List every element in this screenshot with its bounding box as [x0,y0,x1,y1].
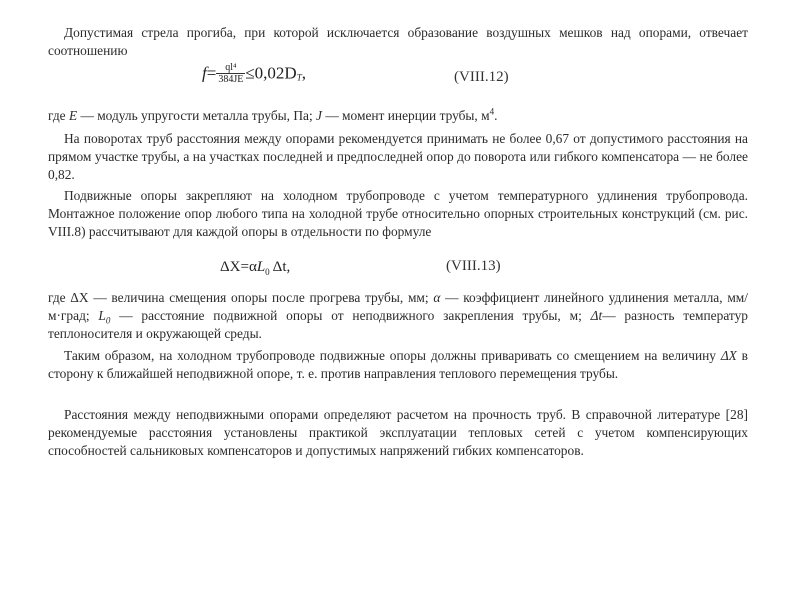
formula-viii-13: $\Delta X=\alpha L_0$ Δt, [220,259,291,277]
paragraph-where-e-j: где E — модуль упругости металла трубы, Па; J — момент инерции трубы, $м^4$. [48,106,498,123]
equation-number-viii-13: (VIII.13) [446,258,501,274]
paragraph-turns: На поворотах труб расстояния между опорами рекомендуется принимать не более 0,67 от допустимого расстояния на прямом участке трубы, а на участках последней и предпоследней опор до поворота или гибкого компенсатора — не более 0,82. [48,131,748,182]
paragraph-cold-pipeline: Таким образом, на холодном трубопроводе подвижные опоры должны приваривать со смещением на величину ΔX в сторону к ближайшей неподвижной опоре, т. е. против направления теплового перемещения трубы. [48,348,749,381]
paragraph-where-dx: где ΔX — величина смещения опоры после прогрева трубы, мм; α — коэффициент линейного удлинения металла, мм/м·град; $L_0$ — расстояние подвижной опоры от неподвижного закрепления трубы, м; Δt— разность температур теплоносителя и окружающей среды. [48,290,748,341]
equation-number-viii-12: (VIII.12) [454,69,509,85]
fraction: $\frac{\text{ql⁴}}{384JE}$ [218,62,244,85]
formula-viii-12: f= $\frac{\text{ql⁴}}{384JE}$ $\le 0,02D_T$, [202,62,306,85]
paragraph-movable-supports: Подвижные опоры закрепляют на холодном трубопроводе с учетом температурного удлинения трубопровода. Монтажное положение опор любого типа на холодной трубе относительно опорных строительных конструкций (см. рис. VIII.8) рассчитывают для каждой опоры в отдельности по формуле [48,188,748,239]
paragraph-deflection-intro: Допустимая стрела прогиба, при которой исключается образование воздушных мешков над опорами, отвечает соотношению [48,25,748,58]
paragraph-fixed-supports: Расстояния между неподвижными опорами определяют расчетом на прочность труб. В справочной литературе [28] рекомендуемые расстояния установлены практикой эксплуатации тепловых сетей с учетом компенсирующих способностей сальниковых компенсаторов и допустимых напряжений гибких компенсаторов. [48,407,748,458]
